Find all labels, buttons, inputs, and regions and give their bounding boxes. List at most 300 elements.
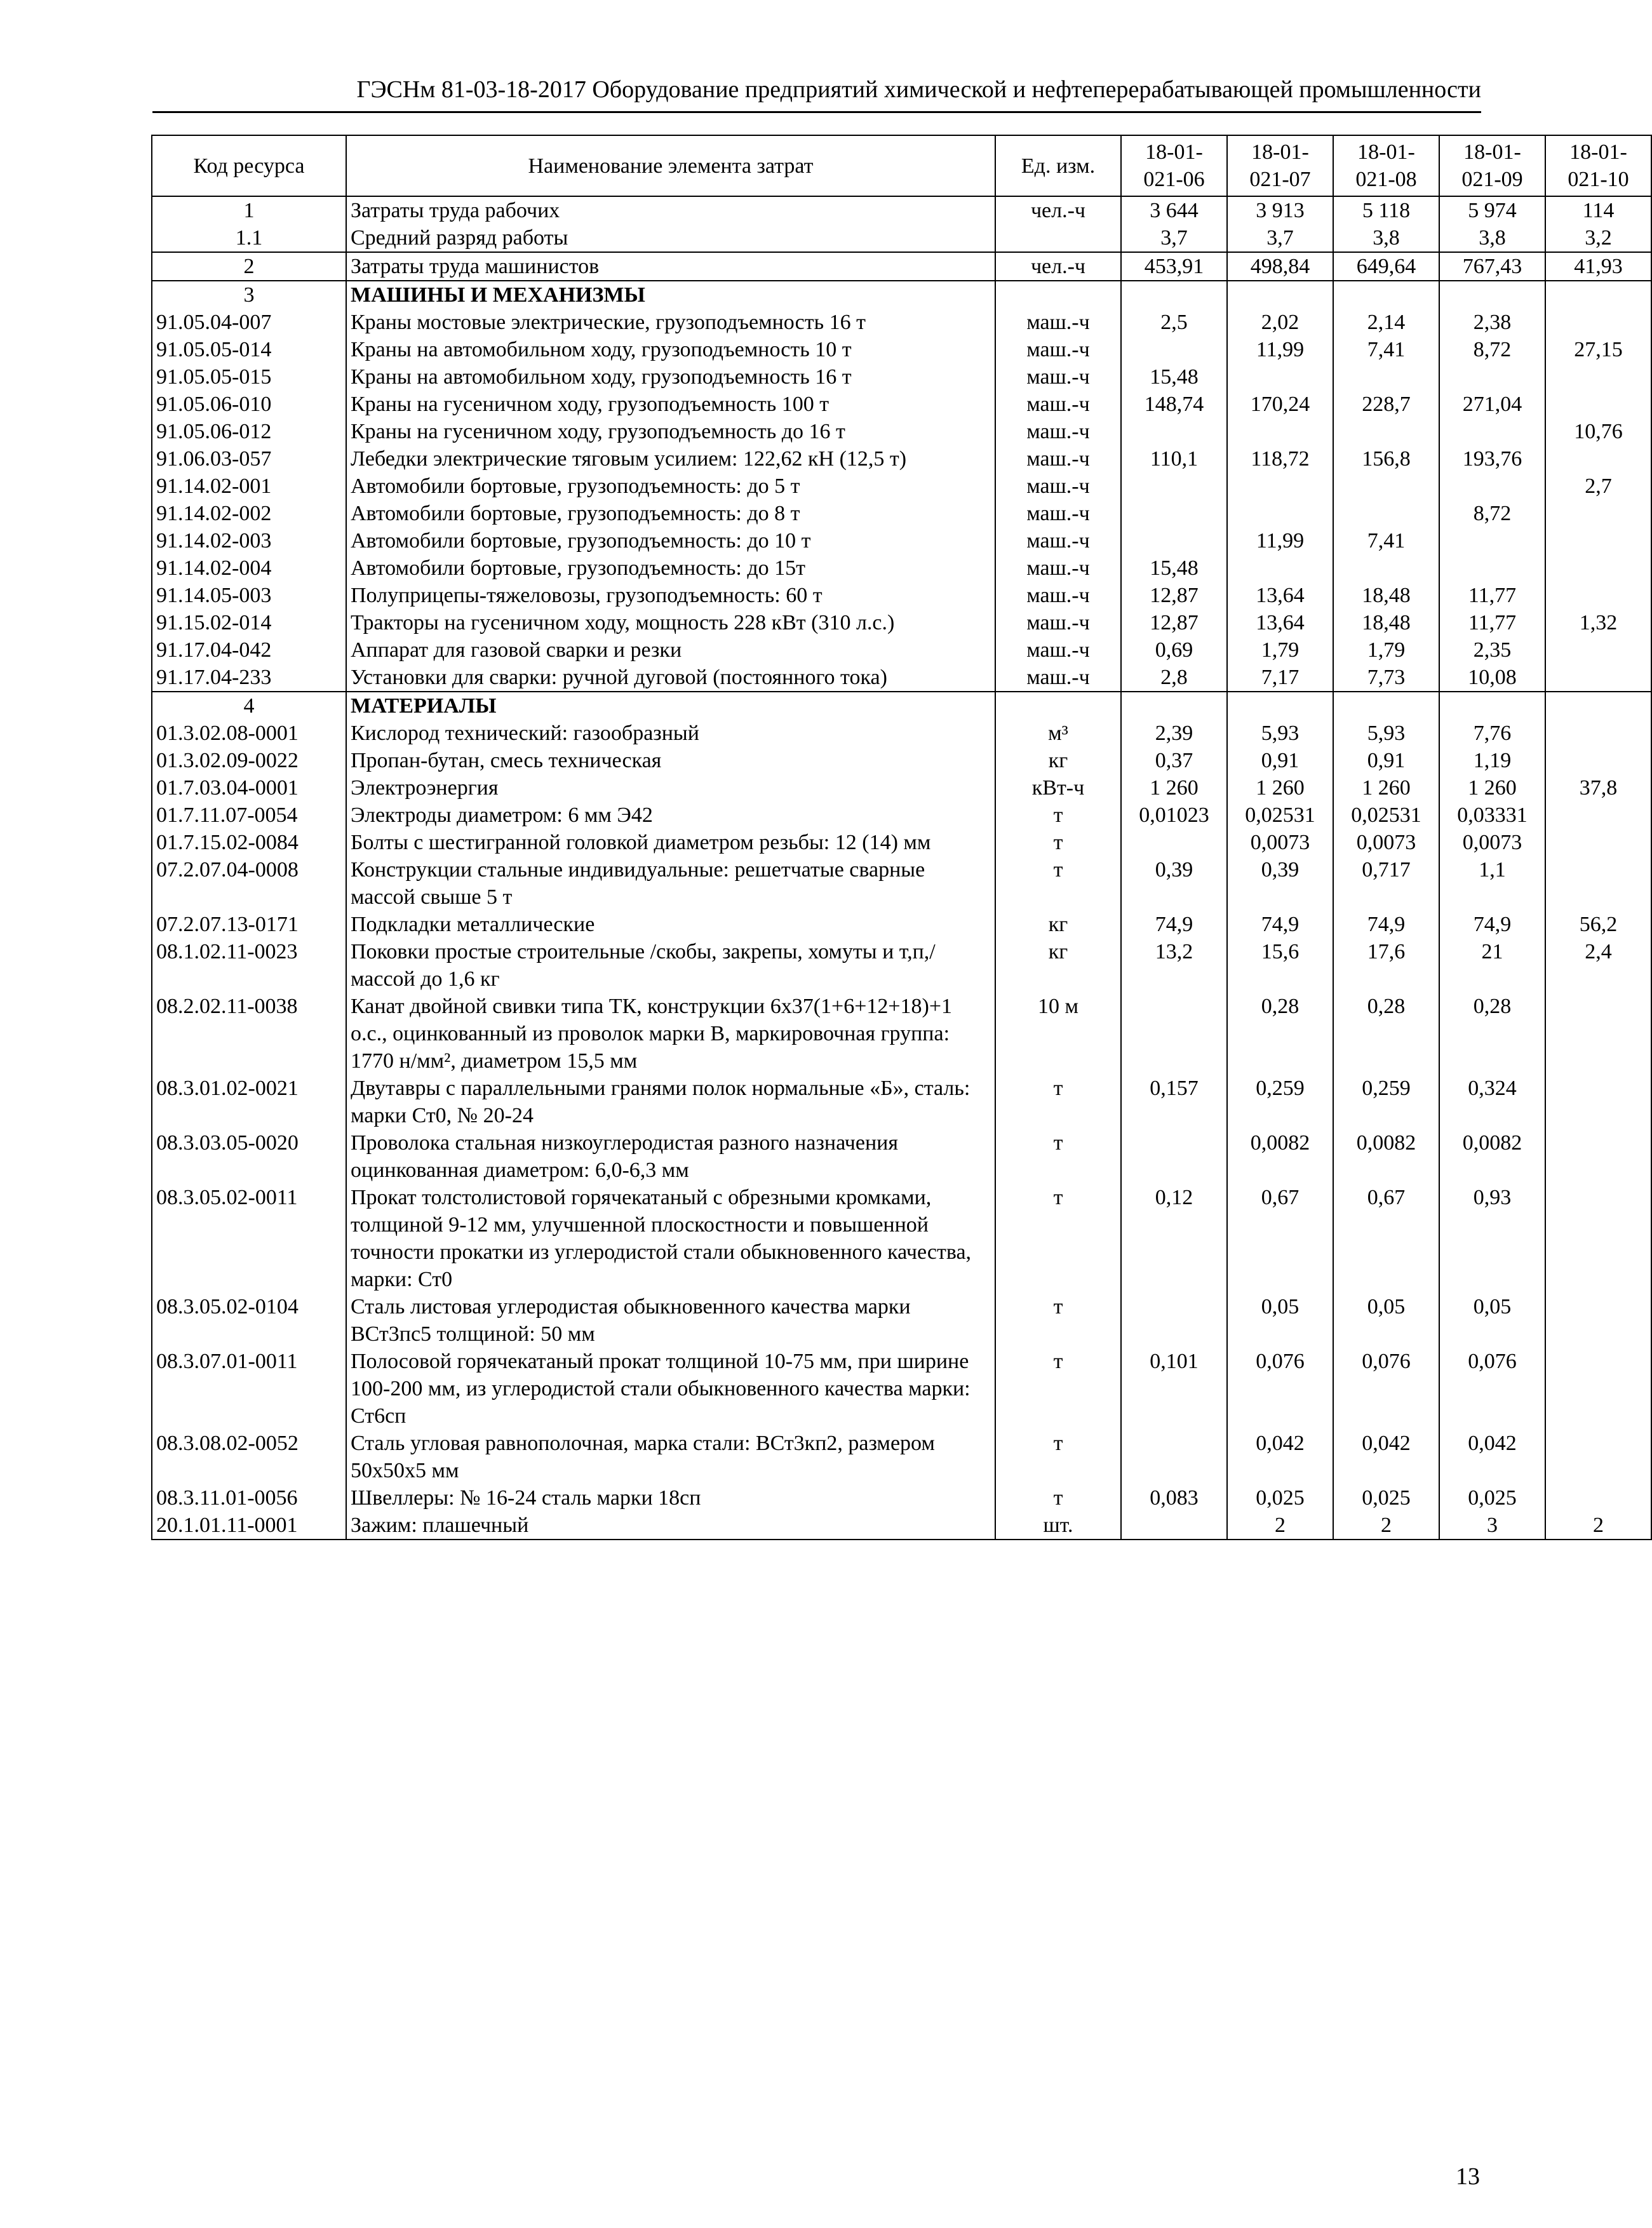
cell-code: 08.3.05.02-0104	[152, 1293, 346, 1348]
cell-code: 08.3.07.01-0011	[152, 1348, 346, 1430]
cell-code: 08.3.05.02-0011	[152, 1184, 346, 1293]
cell-v5	[1545, 1075, 1651, 1129]
cell-v4: 0,042	[1439, 1430, 1545, 1484]
cell-v1	[1121, 336, 1227, 363]
cell-v2: 11,99	[1227, 336, 1333, 363]
cell-v4	[1439, 692, 1545, 720]
cell-v2: 0,0073	[1227, 829, 1333, 856]
table-row	[152, 391, 1651, 418]
table-row	[152, 993, 1651, 1075]
cell-v5: 41,93	[1545, 252, 1651, 281]
cell-code: 91.14.02-003	[152, 527, 346, 554]
cell-v4: 11,77	[1439, 582, 1545, 609]
cell-v5	[1545, 391, 1651, 418]
cell-code: 91.05.05-014	[152, 336, 346, 363]
cell-unit	[995, 281, 1121, 309]
cell-v2: 2	[1227, 1512, 1333, 1540]
cell-v3: 18,48	[1333, 609, 1439, 636]
cell-unit: кг	[995, 747, 1121, 774]
cell-v1	[1121, 500, 1227, 527]
cell-unit: маш.-ч	[995, 363, 1121, 391]
cell-v3: 2	[1333, 1512, 1439, 1540]
cell-unit	[995, 692, 1121, 720]
cell-v1: 74,9	[1121, 911, 1227, 938]
cell-code: 08.3.01.02-0021	[152, 1075, 346, 1129]
cell-v1: 13,2	[1121, 938, 1227, 993]
cell-name: Проволока стальная низкоуглеродистая разного назначения оцинкованная диаметром: 6,0-6,3 мм	[346, 1129, 995, 1184]
table-row	[152, 500, 1651, 527]
table-row	[152, 938, 1651, 993]
cell-v2	[1227, 281, 1333, 309]
cell-code: 08.3.08.02-0052	[152, 1430, 346, 1484]
table-body	[152, 196, 1651, 1540]
cell-v2: 13,64	[1227, 582, 1333, 609]
cell-v5	[1545, 829, 1651, 856]
cell-unit: т	[995, 856, 1121, 911]
cell-v1: 0,37	[1121, 747, 1227, 774]
cell-name: Швеллеры: № 16-24 сталь марки 18сп	[346, 1484, 995, 1512]
cell-v2: 118,72	[1227, 445, 1333, 473]
cell-code: 01.3.02.08-0001	[152, 720, 346, 747]
cell-v2: 0,28	[1227, 993, 1333, 1075]
cell-unit: кг	[995, 938, 1121, 993]
table-row	[152, 1129, 1651, 1184]
cell-code: 91.14.05-003	[152, 582, 346, 609]
cell-v3: 0,0073	[1333, 829, 1439, 856]
table-row	[152, 1075, 1651, 1129]
cell-v2: 498,84	[1227, 252, 1333, 281]
cell-name: Затраты труда машинистов	[346, 252, 995, 281]
cell-unit: маш.-ч	[995, 582, 1121, 609]
cell-code: 91.06.03-057	[152, 445, 346, 473]
cell-v5	[1545, 554, 1651, 582]
cell-code: 4	[152, 692, 346, 720]
cell-code: 91.17.04-042	[152, 636, 346, 664]
cell-v2: 0,67	[1227, 1184, 1333, 1293]
cell-v4: 11,77	[1439, 609, 1545, 636]
cell-v3: 0,28	[1333, 993, 1439, 1075]
cell-v3: 0,076	[1333, 1348, 1439, 1430]
cell-unit: кг	[995, 911, 1121, 938]
cell-v5	[1545, 309, 1651, 336]
cell-v5	[1545, 1430, 1651, 1484]
cell-name: Болты с шестигранной головкой диаметром резьбы: 12 (14) мм	[346, 829, 995, 856]
cell-v4: 0,05	[1439, 1293, 1545, 1348]
cell-unit: т	[995, 1430, 1121, 1484]
cell-v5	[1545, 802, 1651, 829]
col-header-unit: Ед. изм.	[995, 135, 1121, 196]
cell-name: Кислород технический: газообразный	[346, 720, 995, 747]
cell-v4: 0,03331	[1439, 802, 1545, 829]
cell-code: 07.2.07.04-0008	[152, 856, 346, 911]
cell-v4	[1439, 527, 1545, 554]
cell-name: Зажим: плашечный	[346, 1512, 995, 1540]
table-row	[152, 856, 1651, 911]
cell-v5	[1545, 281, 1651, 309]
table-row	[152, 720, 1651, 747]
cell-v1	[1121, 473, 1227, 500]
cell-v3: 0,259	[1333, 1075, 1439, 1129]
cell-unit: маш.-ч	[995, 527, 1121, 554]
cell-v1: 453,91	[1121, 252, 1227, 281]
cell-v1	[1121, 993, 1227, 1075]
cell-v1: 3 644	[1121, 196, 1227, 224]
cell-v2	[1227, 692, 1333, 720]
cell-name: Автомобили бортовые, грузоподъемность: до 10 т	[346, 527, 995, 554]
cell-unit: т	[995, 1075, 1121, 1129]
cell-v4: 2,35	[1439, 636, 1545, 664]
cell-v3: 7,41	[1333, 527, 1439, 554]
cell-name: Средний разряд работы	[346, 224, 995, 252]
table-row	[152, 582, 1651, 609]
table-row	[152, 774, 1651, 802]
cell-name: Краны мостовые электрические, грузоподъемность 16 т	[346, 309, 995, 336]
table-row	[152, 1293, 1651, 1348]
cell-v2: 11,99	[1227, 527, 1333, 554]
cell-unit: т	[995, 1348, 1121, 1430]
cell-v2: 1 260	[1227, 774, 1333, 802]
cell-name: Поковки простые строительные /скобы, закрепы, хомуты и т,п,/ массой до 1,6 кг	[346, 938, 995, 993]
cell-code: 01.3.02.09-0022	[152, 747, 346, 774]
cell-code: 08.1.02.11-0023	[152, 938, 346, 993]
table-row	[152, 1484, 1651, 1512]
table-row	[152, 252, 1651, 281]
cell-name: Сталь листовая углеродистая обыкновенного качества марки ВСт3пс5 толщиной: 50 мм	[346, 1293, 995, 1348]
cell-v1: 2,5	[1121, 309, 1227, 336]
cell-v3	[1333, 500, 1439, 527]
col-header-name: Наименование элемента затрат	[346, 135, 995, 196]
cell-v2: 170,24	[1227, 391, 1333, 418]
cell-name: Электроды диаметром: 6 мм Э42	[346, 802, 995, 829]
cell-v3: 0,67	[1333, 1184, 1439, 1293]
cell-v5: 27,15	[1545, 336, 1651, 363]
cell-v3: 0,042	[1333, 1430, 1439, 1484]
table-row	[152, 829, 1651, 856]
cell-name: Аппарат для газовой сварки и резки	[346, 636, 995, 664]
cell-v1	[1121, 418, 1227, 445]
cell-unit: маш.-ч	[995, 391, 1121, 418]
cell-v2	[1227, 473, 1333, 500]
cell-name: Прокат толстолистовой горячекатаный с обрезными кромками, толщиной 9-12 мм, улучшенной плоскостности и повышенной точности прокатки из углеродистой стали обыкновенного качества, марки: Ст0	[346, 1184, 995, 1293]
cell-v4: 0,076	[1439, 1348, 1545, 1430]
cell-v1	[1121, 527, 1227, 554]
running-header	[152, 73, 1481, 113]
cell-name: Краны на гусеничном ходу, грузоподъемность до 16 т	[346, 418, 995, 445]
cell-v5: 10,76	[1545, 418, 1651, 445]
cell-v4: 3	[1439, 1512, 1545, 1540]
cell-v2: 0,025	[1227, 1484, 1333, 1512]
cell-v2: 3,7	[1227, 224, 1333, 252]
cell-v3: 17,6	[1333, 938, 1439, 993]
cell-v3	[1333, 281, 1439, 309]
cell-v5	[1545, 500, 1651, 527]
cell-v2: 3 913	[1227, 196, 1333, 224]
cell-v4: 767,43	[1439, 252, 1545, 281]
cell-v2: 2,02	[1227, 309, 1333, 336]
cell-v4: 193,76	[1439, 445, 1545, 473]
cell-unit: чел.-ч	[995, 252, 1121, 281]
cell-v1: 1 260	[1121, 774, 1227, 802]
cell-v5	[1545, 747, 1651, 774]
cell-v4: 8,72	[1439, 500, 1545, 527]
cell-name: Затраты труда рабочих	[346, 196, 995, 224]
cell-v2	[1227, 418, 1333, 445]
cell-v3: 5,93	[1333, 720, 1439, 747]
cell-v5	[1545, 993, 1651, 1075]
cell-v1: 12,87	[1121, 609, 1227, 636]
cell-v5	[1545, 636, 1651, 664]
cell-v1	[1121, 281, 1227, 309]
cell-v4: 8,72	[1439, 336, 1545, 363]
cell-unit: т	[995, 802, 1121, 829]
cell-v1: 0,01023	[1121, 802, 1227, 829]
cell-v5	[1545, 692, 1651, 720]
cell-v1: 148,74	[1121, 391, 1227, 418]
cell-code: 91.17.04-233	[152, 664, 346, 692]
cell-v3: 0,02531	[1333, 802, 1439, 829]
table-header-row	[152, 135, 1651, 196]
table-row	[152, 336, 1651, 363]
table-row	[152, 609, 1651, 636]
cell-v2: 0,02531	[1227, 802, 1333, 829]
cell-v5: 2	[1545, 1512, 1651, 1540]
cell-code: 08.2.02.11-0038	[152, 993, 346, 1075]
cell-v3	[1333, 418, 1439, 445]
document-title: ГЭСНм 81-03-18-2017 Оборудование предприятий химической и нефтеперерабатывающей промышленности	[356, 76, 1481, 103]
cell-code: 91.05.06-012	[152, 418, 346, 445]
cell-name: МАШИНЫ И МЕХАНИЗМЫ	[346, 281, 995, 309]
col-header-18-01-021-08: 18-01- 021-08	[1333, 135, 1439, 196]
table-row	[152, 802, 1651, 829]
cell-unit: кВт-ч	[995, 774, 1121, 802]
table-row	[152, 1184, 1651, 1293]
cell-name: Электроэнергия	[346, 774, 995, 802]
cell-name: МАТЕРИАЛЫ	[346, 692, 995, 720]
page-number: 13	[1456, 2163, 1480, 2190]
cell-v1: 15,48	[1121, 363, 1227, 391]
cell-name: Краны на автомобильном ходу, грузоподъемность 16 т	[346, 363, 995, 391]
cell-v2: 0,259	[1227, 1075, 1333, 1129]
cell-name: Двутавры с параллельными гранями полок нормальные «Б», сталь: марки Ст0, № 20-24	[346, 1075, 995, 1129]
cell-v2: 7,17	[1227, 664, 1333, 692]
cell-code: 91.14.02-001	[152, 473, 346, 500]
table-row	[152, 418, 1651, 445]
cell-v3	[1333, 363, 1439, 391]
cell-v2: 15,6	[1227, 938, 1333, 993]
cell-name: Подкладки металлические	[346, 911, 995, 938]
cell-v5	[1545, 527, 1651, 554]
cell-v5	[1545, 1184, 1651, 1293]
cell-v1: 2,8	[1121, 664, 1227, 692]
cell-unit: т	[995, 1484, 1121, 1512]
cell-v3	[1333, 473, 1439, 500]
cell-v3: 156,8	[1333, 445, 1439, 473]
table-row	[152, 636, 1651, 664]
cell-v3: 0,05	[1333, 1293, 1439, 1348]
cell-v5	[1545, 582, 1651, 609]
cell-v1: 3,7	[1121, 224, 1227, 252]
cell-v2: 0,076	[1227, 1348, 1333, 1430]
cell-code: 08.3.03.05-0020	[152, 1129, 346, 1184]
cell-v5	[1545, 363, 1651, 391]
cell-v1	[1121, 692, 1227, 720]
cell-unit: чел.-ч	[995, 196, 1121, 224]
cell-v1: 0,157	[1121, 1075, 1227, 1129]
cell-v3: 1 260	[1333, 774, 1439, 802]
cell-unit: маш.-ч	[995, 309, 1121, 336]
cell-v4: 1 260	[1439, 774, 1545, 802]
col-header-18-01-021-06: 18-01- 021-06	[1121, 135, 1227, 196]
cell-v1: 0,12	[1121, 1184, 1227, 1293]
table-row	[152, 196, 1651, 224]
table-row	[152, 911, 1651, 938]
cell-v5: 3,2	[1545, 224, 1651, 252]
table-row	[152, 1512, 1651, 1540]
cell-v5: 37,8	[1545, 774, 1651, 802]
cell-unit: маш.-ч	[995, 418, 1121, 445]
cell-v5	[1545, 1348, 1651, 1430]
cell-v2	[1227, 363, 1333, 391]
cell-v5	[1545, 720, 1651, 747]
cell-code: 91.14.02-002	[152, 500, 346, 527]
cell-unit: т	[995, 1293, 1121, 1348]
cell-code: 3	[152, 281, 346, 309]
table-row	[152, 445, 1651, 473]
cell-v4	[1439, 281, 1545, 309]
cell-v3: 3,8	[1333, 224, 1439, 252]
cell-unit: маш.-ч	[995, 336, 1121, 363]
cell-v2: 13,64	[1227, 609, 1333, 636]
table-row	[152, 527, 1651, 554]
col-header-code: Код ресурса	[152, 135, 346, 196]
cell-v3: 74,9	[1333, 911, 1439, 938]
cell-v1: 2,39	[1121, 720, 1227, 747]
cell-v1	[1121, 1430, 1227, 1484]
cell-name: Автомобили бортовые, грузоподъемность: до 15т	[346, 554, 995, 582]
cell-v3: 18,48	[1333, 582, 1439, 609]
cell-v4: 1,1	[1439, 856, 1545, 911]
cell-name: Тракторы на гусеничном ходу, мощность 228 кВт (310 л.с.)	[346, 609, 995, 636]
cell-v1	[1121, 1512, 1227, 1540]
cell-v5	[1545, 664, 1651, 692]
cell-v3: 0,91	[1333, 747, 1439, 774]
col-header-18-01-021-07: 18-01- 021-07	[1227, 135, 1333, 196]
cell-v3: 649,64	[1333, 252, 1439, 281]
cell-v1	[1121, 1293, 1227, 1348]
resource-table-wrapper	[151, 135, 1629, 1540]
cell-v2: 0,91	[1227, 747, 1333, 774]
table-row	[152, 224, 1651, 252]
cell-code: 1	[152, 196, 346, 224]
cell-v4	[1439, 418, 1545, 445]
cell-v3: 228,7	[1333, 391, 1439, 418]
cell-unit: 10 м	[995, 993, 1121, 1075]
cell-name: Сталь угловая равнополочная, марка стали: ВСт3кп2, размером 50х50х5 мм	[346, 1430, 995, 1484]
cell-v5: 56,2	[1545, 911, 1651, 938]
cell-v1: 0,101	[1121, 1348, 1227, 1430]
cell-v4: 21	[1439, 938, 1545, 993]
cell-v4: 74,9	[1439, 911, 1545, 938]
table-row	[152, 1430, 1651, 1484]
cell-name: Канат двойной свивки типа ТК, конструкции 6х37(1+6+12+18)+1 о.с., оцинкованный из проволок марки В, маркировочная группа: 1770 н/мм², диаметром 15,5 мм	[346, 993, 995, 1075]
table-row	[152, 664, 1651, 692]
cell-v4: 0,0082	[1439, 1129, 1545, 1184]
cell-v1: 0,69	[1121, 636, 1227, 664]
cell-unit: м³	[995, 720, 1121, 747]
cell-v1	[1121, 829, 1227, 856]
cell-name: Полуприцепы-тяжеловозы, грузоподъемность: 60 т	[346, 582, 995, 609]
cell-v4	[1439, 554, 1545, 582]
cell-v4: 0,025	[1439, 1484, 1545, 1512]
cell-v1	[1121, 1129, 1227, 1184]
cell-unit: маш.-ч	[995, 554, 1121, 582]
table-row	[152, 1348, 1651, 1430]
cell-name: Пропан-бутан, смесь техническая	[346, 747, 995, 774]
table-row	[152, 309, 1651, 336]
cell-v1: 12,87	[1121, 582, 1227, 609]
cell-v2	[1227, 554, 1333, 582]
cell-v5: 114	[1545, 196, 1651, 224]
cell-v3: 7,73	[1333, 664, 1439, 692]
cell-code: 01.7.03.04-0001	[152, 774, 346, 802]
cell-v5	[1545, 1129, 1651, 1184]
cell-v3	[1333, 554, 1439, 582]
cell-v4: 271,04	[1439, 391, 1545, 418]
col-header-18-01-021-10: 18-01- 021-10	[1545, 135, 1651, 196]
cell-v4: 7,76	[1439, 720, 1545, 747]
cell-v2: 5,93	[1227, 720, 1333, 747]
cell-unit: маш.-ч	[995, 609, 1121, 636]
cell-v1: 110,1	[1121, 445, 1227, 473]
cell-v2	[1227, 500, 1333, 527]
cell-v5	[1545, 445, 1651, 473]
cell-v2: 0,05	[1227, 1293, 1333, 1348]
table-row	[152, 747, 1651, 774]
cell-v2: 0,042	[1227, 1430, 1333, 1484]
cell-v1: 15,48	[1121, 554, 1227, 582]
cell-v3: 5 118	[1333, 196, 1439, 224]
cell-v4: 0,93	[1439, 1184, 1545, 1293]
cell-v3	[1333, 692, 1439, 720]
cell-unit: т	[995, 829, 1121, 856]
cell-code: 01.7.15.02-0084	[152, 829, 346, 856]
cell-name: Автомобили бортовые, грузоподъемность: до 8 т	[346, 500, 995, 527]
cell-v4: 3,8	[1439, 224, 1545, 252]
cell-code: 01.7.11.07-0054	[152, 802, 346, 829]
cell-v1: 0,39	[1121, 856, 1227, 911]
cell-name: Установки для сварки: ручной дуговой (постоянного тока)	[346, 664, 995, 692]
cell-code: 20.1.01.11-0001	[152, 1512, 346, 1540]
cell-v5	[1545, 1484, 1651, 1512]
table-row	[152, 473, 1651, 500]
table-row	[152, 281, 1651, 309]
cell-name: Полосовой горячекатаный прокат толщиной 10-75 мм, при ширине 100-200 мм, из углеродистой стали обыкновенного качества марки: Ст6сп	[346, 1348, 995, 1430]
cell-v4: 5 974	[1439, 196, 1545, 224]
cell-unit: маш.-ч	[995, 445, 1121, 473]
cell-unit: т	[995, 1184, 1121, 1293]
resource-table	[151, 135, 1652, 1540]
cell-unit: маш.-ч	[995, 500, 1121, 527]
cell-code: 91.05.05-015	[152, 363, 346, 391]
cell-unit: т	[995, 1129, 1121, 1184]
col-header-18-01-021-09: 18-01- 021-09	[1439, 135, 1545, 196]
cell-name: Конструкции стальные индивидуальные: решетчатые сварные массой свыше 5 т	[346, 856, 995, 911]
cell-name: Краны на гусеничном ходу, грузоподъемность 100 т	[346, 391, 995, 418]
cell-name: Лебедки электрические тяговым усилием: 122,62 кН (12,5 т)	[346, 445, 995, 473]
cell-v5: 2,4	[1545, 938, 1651, 993]
cell-unit: маш.-ч	[995, 636, 1121, 664]
cell-unit	[995, 224, 1121, 252]
